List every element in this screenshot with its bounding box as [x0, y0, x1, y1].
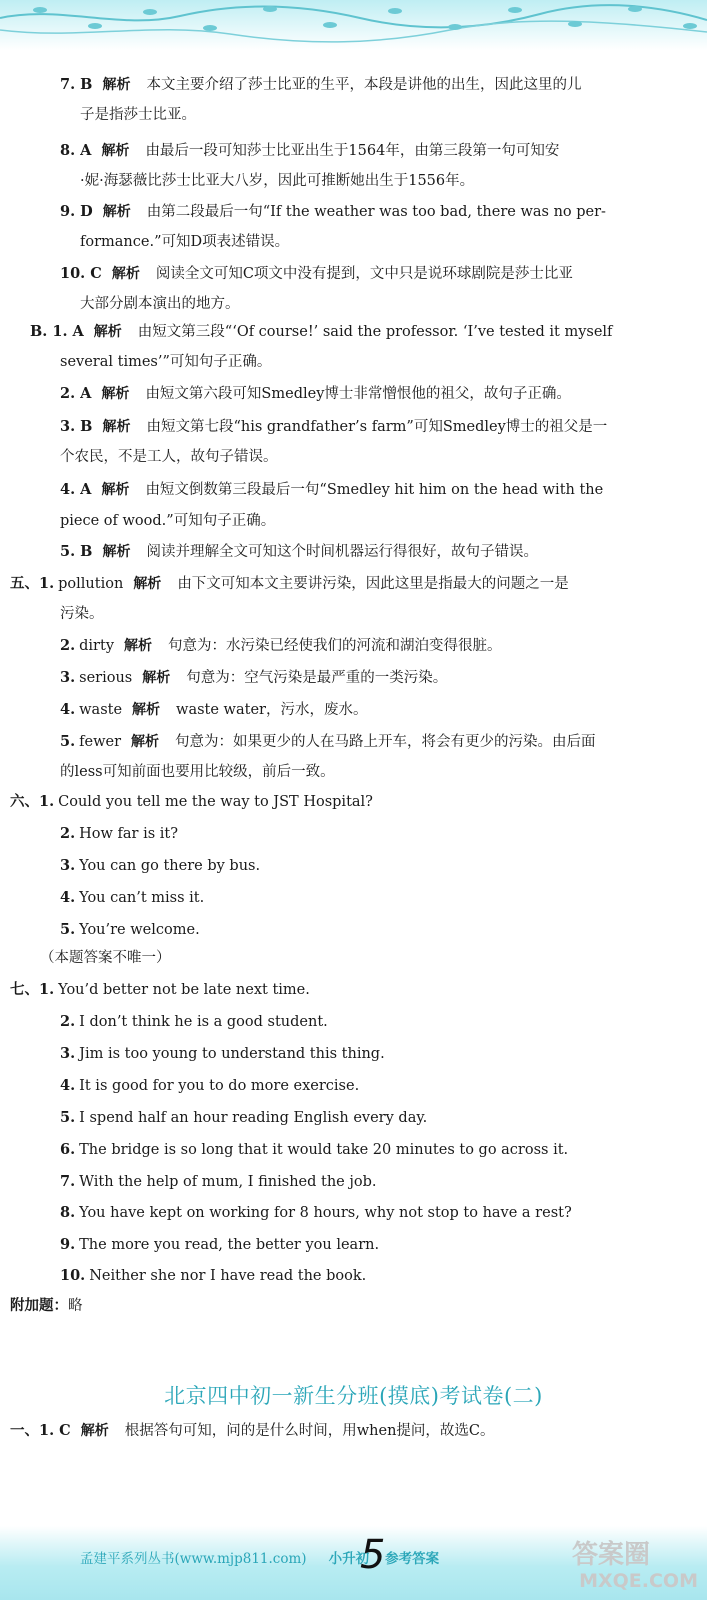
answer-line — [0, 264, 707, 284]
watermark-site: MXQE.COM — [579, 1570, 698, 1592]
analysis-tag: 解析 — [80, 1423, 109, 1439]
analysis-text: 由短文第七段“his grandfather’s farm”可知Smedley博士的祖父是一 — [146, 419, 608, 435]
analysis-tag: 解析 — [124, 638, 153, 654]
answer-text: pollution — [58, 576, 124, 592]
question-number: 3. — [60, 669, 76, 686]
answer-text: serious — [79, 670, 133, 686]
answer-text: dirty — [79, 638, 115, 654]
analysis-text: 由第二段最后一句“If the weather was too bad, there was no per- — [146, 204, 606, 220]
question-number: 5. — [60, 733, 76, 750]
answer-line — [0, 417, 707, 437]
answer-text: The bridge is so long that it would take 20 minutes to go across it. — [79, 1142, 569, 1158]
question-number: 9. D — [60, 203, 93, 220]
analysis-text: 由最后一段可知莎士比亚出生于1564年，由第三段第一句可知安 — [145, 143, 560, 159]
answer-line — [0, 171, 707, 191]
answer-line — [0, 668, 707, 688]
answer-line — [0, 511, 707, 531]
answer-text: Could you tell me the way to JST Hospital? — [58, 794, 373, 810]
answer-line — [0, 447, 707, 467]
question-number: 4. A — [60, 481, 92, 498]
analysis-tag: 解析 — [102, 419, 131, 435]
answer-text: You’d better not be late next time. — [58, 982, 310, 998]
question-number: 七、1. — [10, 981, 55, 998]
answer-text: With the help of mum, I finished the job. — [79, 1174, 377, 1190]
answer-line — [0, 1296, 707, 1316]
analysis-tag: 解析 — [111, 266, 140, 282]
analysis-text: 由短文第三段“‘Of course!’ said the professor. ‘I’ve tested it myself — [137, 324, 613, 340]
answer-line — [0, 105, 707, 125]
analysis-tag: 解析 — [101, 143, 130, 159]
question-number: 3. B — [60, 418, 93, 435]
analysis-text: 根据答句可知，问的是什么时间，用when提问，故选C。 — [124, 1423, 495, 1439]
answer-line — [0, 824, 707, 844]
answer-line — [0, 1012, 707, 1032]
question-number: 2. — [60, 825, 76, 842]
answer-line — [0, 75, 707, 95]
question-number: 一、1. C — [10, 1422, 71, 1439]
answer-text: You can go there by bus. — [79, 858, 261, 874]
watermark-logo — [572, 1540, 702, 1598]
question-number: 2. A — [60, 385, 92, 402]
question-number: 附加题： — [10, 1297, 68, 1314]
question-number: 7. — [60, 1173, 76, 1190]
analysis-text: 子是指莎士比亚。 — [80, 107, 196, 123]
answer-line — [0, 1235, 707, 1255]
footer-series: 孟建平系列丛书(www.mjp811.com) — [80, 1551, 307, 1567]
analysis-tag: 解析 — [93, 324, 122, 340]
question-number: 4. — [60, 1077, 76, 1094]
analysis-tag: 解析 — [131, 734, 160, 750]
answer-text: It is good for you to do more exercise. — [79, 1078, 360, 1094]
analysis-text: 阅读并理解全文可知这个时间机器运行得很好，故句子错误。 — [146, 544, 538, 560]
question-number: 8. A — [60, 142, 92, 159]
answer-line — [0, 232, 707, 252]
footer-grade: 小升初 — [328, 1551, 370, 1567]
question-number: 7. B — [60, 76, 93, 93]
question-number: 六、1. — [10, 793, 55, 810]
analysis-text: 句意为：如果更少的人在马路上开车，将会有更少的污染。由后面 — [175, 734, 596, 750]
answer-text: waste — [79, 702, 123, 718]
analysis-text: waste water，污水，废水。 — [176, 702, 368, 718]
answer-line — [0, 700, 707, 720]
analysis-tag: 解析 — [102, 204, 131, 220]
question-number: 4. — [60, 889, 76, 906]
question-number: 3. — [60, 1045, 76, 1062]
answer-line — [0, 920, 707, 940]
answer-line — [0, 202, 707, 222]
analysis-tag: 解析 — [133, 576, 162, 592]
question-number: 6. — [60, 1141, 76, 1158]
analysis-text: 由短文第六段可知Smedley博士非常憎恨他的祖父，故句子正确。 — [145, 386, 571, 402]
analysis-text: 本文主要介绍了莎士比亚的生平，本段是讲他的出生，因此这里的儿 — [146, 77, 582, 93]
analysis-text: 由下文可知本文主要讲污染，因此这里是指最大的问题之一是 — [177, 576, 569, 592]
question-number: 五、1. — [10, 575, 55, 592]
answer-line — [0, 604, 707, 624]
analysis-tag: 解析 — [142, 670, 171, 686]
answer-line — [0, 141, 707, 161]
answer-line — [0, 574, 707, 594]
answer-line — [0, 480, 707, 500]
question-number: B. 1. A — [30, 323, 84, 340]
analysis-text: 的less可知前面也要用比较级，前后一致。 — [60, 764, 335, 780]
analysis-text: piece of wood.”可知句子正确。 — [60, 513, 276, 529]
answer-text: You can’t miss it. — [79, 890, 205, 906]
analysis-text: 句意为：空气污染是最严重的一类污染。 — [186, 670, 448, 686]
answer-line — [0, 1172, 707, 1192]
answer-text: The more you read, the better you learn. — [79, 1237, 380, 1253]
analysis-tag: 解析 — [102, 544, 131, 560]
question-number: 10. — [60, 1267, 86, 1284]
answer-line — [0, 1076, 707, 1096]
question-number: 5. B — [60, 543, 93, 560]
answer-line — [0, 1108, 707, 1128]
answer-line — [0, 762, 707, 782]
analysis-text: ·妮·海瑟薇比莎士比亚大八岁，因此可推断她出生于1556年。 — [80, 173, 475, 189]
question-number: 2. — [60, 1013, 76, 1030]
top-decorative-band — [0, 0, 707, 50]
answer-line — [0, 1266, 707, 1286]
answer-text: How far is it? — [79, 826, 179, 842]
analysis-tag: 解析 — [132, 702, 161, 718]
answer-line — [0, 732, 707, 752]
answer-line — [0, 980, 707, 1000]
section-title: 北京四中初一新生分班(摸底)考试卷(二) — [164, 1384, 543, 1408]
analysis-text: 大部分剧本演出的地方。 — [80, 296, 240, 312]
answer-line — [0, 948, 707, 968]
watermark-text: 答案圈 — [572, 1540, 651, 1570]
analysis-text: 个农民，不是工人，故句子错误。 — [60, 449, 278, 465]
answer-line — [0, 294, 707, 314]
question-number: 9. — [60, 1236, 76, 1253]
answer-text: I don’t think he is a good student. — [79, 1014, 328, 1030]
answer-line — [0, 792, 707, 812]
question-number: 5. — [60, 921, 76, 938]
analysis-text: （本题答案不唯一） — [40, 950, 171, 966]
question-number: 5. — [60, 1109, 76, 1126]
answer-line — [0, 352, 707, 372]
answer-text: I spend half an hour reading English every day. — [79, 1110, 428, 1126]
answer-line — [0, 384, 707, 404]
analysis-text: 句意为：水污染已经使我们的河流和湖泊变得很脏。 — [168, 638, 502, 654]
answer-text: Jim is too young to understand this thing. — [79, 1046, 385, 1062]
answer-line — [0, 888, 707, 908]
analysis-tag: 解析 — [101, 482, 130, 498]
question-number: 2. — [60, 637, 76, 654]
analysis-text: 污染。 — [60, 606, 104, 622]
footer-answers: 参考答案 — [385, 1551, 440, 1567]
answer-line — [0, 1044, 707, 1064]
analysis-text: formance.”可知D项表述错误。 — [80, 234, 290, 250]
answer-line — [0, 1140, 707, 1160]
question-number: 8. — [60, 1204, 76, 1221]
vine-decoration-icon — [0, 0, 707, 50]
answer-line — [0, 322, 707, 342]
question-number: 3. — [60, 857, 76, 874]
answer-text: You have kept on working for 8 hours, why not stop to have a rest? — [79, 1205, 572, 1221]
answer-text: fewer — [79, 734, 122, 750]
analysis-text: 略 — [68, 1298, 83, 1314]
answer-line — [0, 856, 707, 876]
answer-line — [0, 1203, 707, 1223]
answer-text: Neither she nor I have read the book. — [89, 1268, 367, 1284]
analysis-text: 由短文倒数第三段最后一句“Smedley hit him on the head with the — [145, 482, 604, 498]
answer-line — [0, 636, 707, 656]
answer-line — [0, 542, 707, 562]
question-number: 10. C — [60, 265, 102, 282]
analysis-tag: 解析 — [101, 386, 130, 402]
analysis-text: several times’”可知句子正确。 — [60, 354, 272, 370]
analysis-tag: 解析 — [102, 77, 131, 93]
last-answer-line — [0, 1421, 707, 1441]
page-number: 5 — [360, 1532, 386, 1578]
analysis-text: 阅读全文可知C项文中没有提到，文中只是说环球剧院是莎士比亚 — [155, 266, 573, 282]
answer-text: You’re welcome. — [79, 922, 200, 938]
question-number: 4. — [60, 701, 76, 718]
